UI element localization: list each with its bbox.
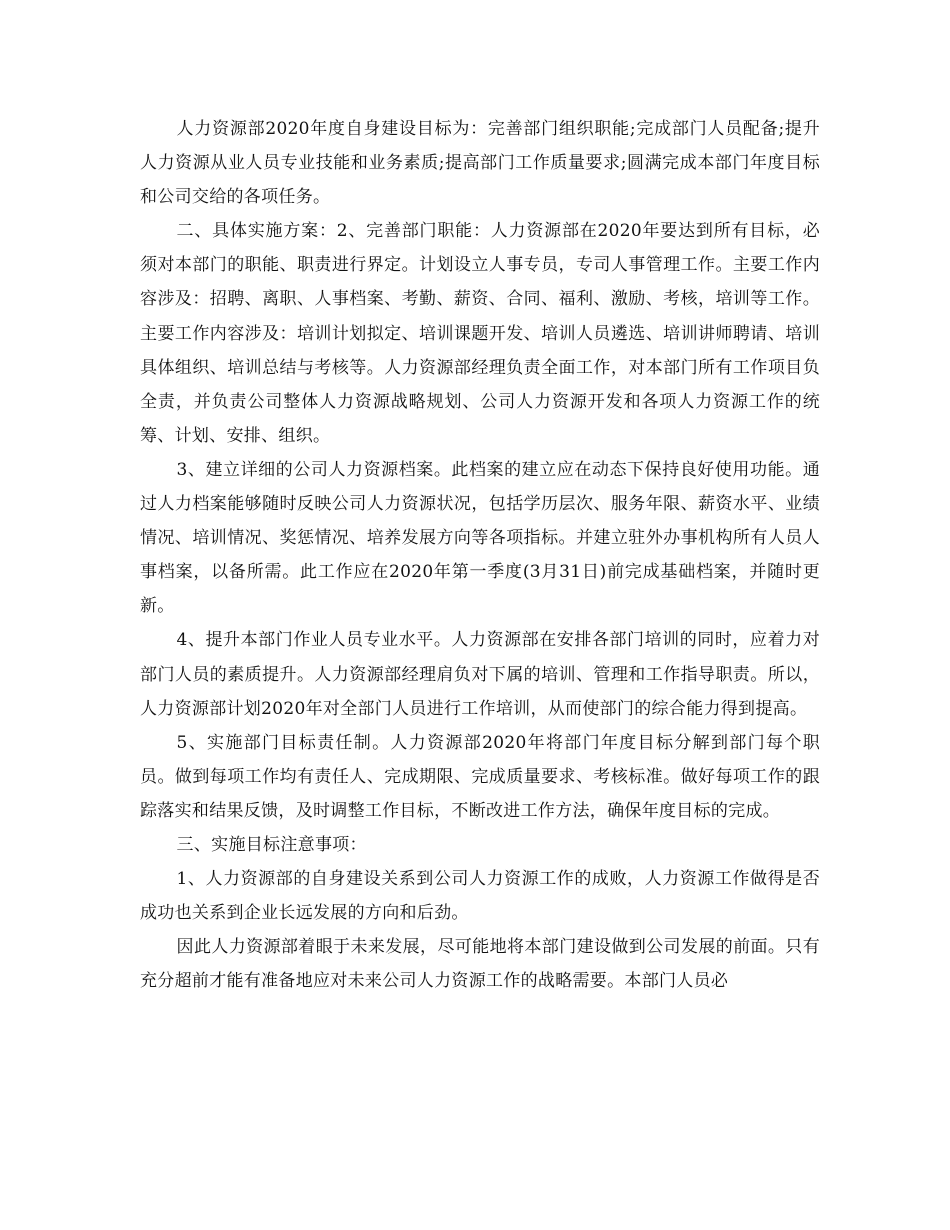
paragraph-hr-archives: 3、建立详细的公司人力资源档案。此档案的建立应在动态下保持良好使用功能。通过人力档案能够随时反映公司人力资源状况，包括学历层次、服务年限、薪资水平、业绩情况、培训情况、奖惩情况、培养发展方向等各项指标。并建立驻外办事机构所有人员人事档案，以备所需。此工作应在2020年第一季度(3月31日)前完成基础档案，并随时更新。 (140, 459, 820, 617)
section-heading-notes: 三、实施目标注意事项： (176, 834, 367, 855)
paragraph-goals: 人力资源部2020年度自身建设目标为：完善部门组织职能;完成部门人员配备;提升人力资源从业人员专业技能和业务素质;提高部门工作质量要求;圆满完成本部门年度目标和公司交给的各项任务。 (140, 119, 820, 208)
paragraph-future-development: 因此人力资源部着眼于未来发展，尽可能地将本部门建设做到公司发展的前面。只有充分超前才能有准备地应对未来公司人力资源工作的战略需要。本部门人员必 (140, 937, 820, 992)
document-body (140, 112, 820, 998)
paragraph-note-one: 1、人力资源部的自身建设关系到公司人力资源工作的成败，人力资源工作做得是否成功也关系到企业长远发展的方向和后劲。 (140, 869, 820, 924)
paragraph-responsibility-system: 5、实施部门目标责任制。人力资源部2020年将部门年度目标分解到部门每个职员。做到每项工作均有责任人、完成期限、完成质量要求、考核标准。做好每项工作的跟踪落实和结果反馈，及时调整工作目标，不断改进工作方法，确保年度目标的完成。 (140, 732, 820, 821)
paragraph-staff-skills: 4、提升本部门作业人员专业水平。人力资源部在安排各部门培训的同时，应着力对部门人员的素质提升。人力资源部经理肩负对下属的培训、管理和工作指导职责。所以，人力资源部计划2020年对全部门人员进行工作培训，从而使部门的综合能力得到提高。 (140, 630, 820, 719)
paragraph-implementation-functions: 二、具体实施方案：2、完善部门职能：人力资源部在2020年要达到所有目标，必须对本部门的职能、职责进行界定。计划设立人事专员，专司人事管理工作。主要工作内容涉及：招聘、离职、人事档案、考勤、薪资、合同、福利、激励、考核，培训等工作。主要工作内容涉及：培训计划拟定、培训课题开发、培训人员遴选、培训讲师聘请、培训具体组织、培训总结与考核等。人力资源部经理负责全面工作，对本部门所有工作项目负全责，并负责公司整体人力资源战略规划、公司人力资源开发和各项人力资源工作的统筹、计划、安排、组织。 (140, 221, 820, 446)
